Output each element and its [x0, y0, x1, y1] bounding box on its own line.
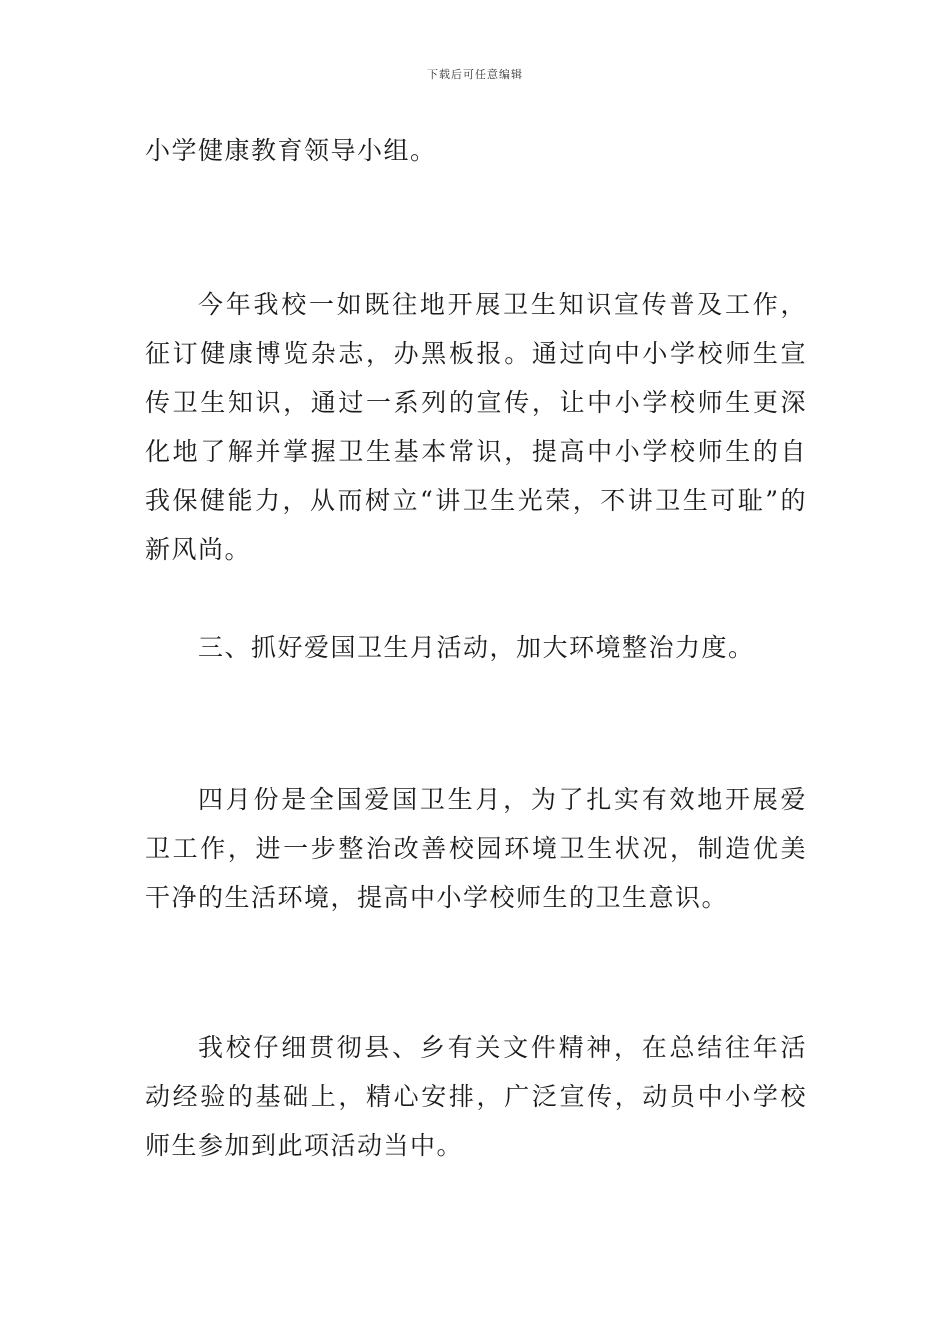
paragraph-4: 四月份是全国爱国卫生月，为了扎实有效地开展爱卫工作，进一步整治改善校园环境卫生状况，制造优美干净的生活环境，提高中小学校师生的卫生意识。 [145, 785, 807, 912]
section-heading-3: 三、抓好爱国卫生月活动，加大环境整治力度。 [198, 633, 755, 662]
paragraph-5: 我校仔细贯彻县、乡有关文件精神，在总结往年活动经验的基础上，精心安排，广泛宣传，动员中小学校师生参加到此项活动当中。 [145, 1033, 807, 1160]
paragraph-2: 今年我校一如既往地开展卫生知识宣传普及工作，征订健康博览杂志，办黑板报。通过向中小学校师生宣传卫生知识，通过一系列的宣传，让中小学校师生更深化地了解并掌握卫生基本常识，提高中小学校师生的自我保健能力，从而树立“讲卫生光荣，不讲卫生可耻”的新风尚。 [145, 290, 807, 564]
page-header-note: 下载后可任意编辑 [427, 68, 523, 81]
paragraph-1: 小学健康教育领导小组。 [145, 136, 437, 165]
